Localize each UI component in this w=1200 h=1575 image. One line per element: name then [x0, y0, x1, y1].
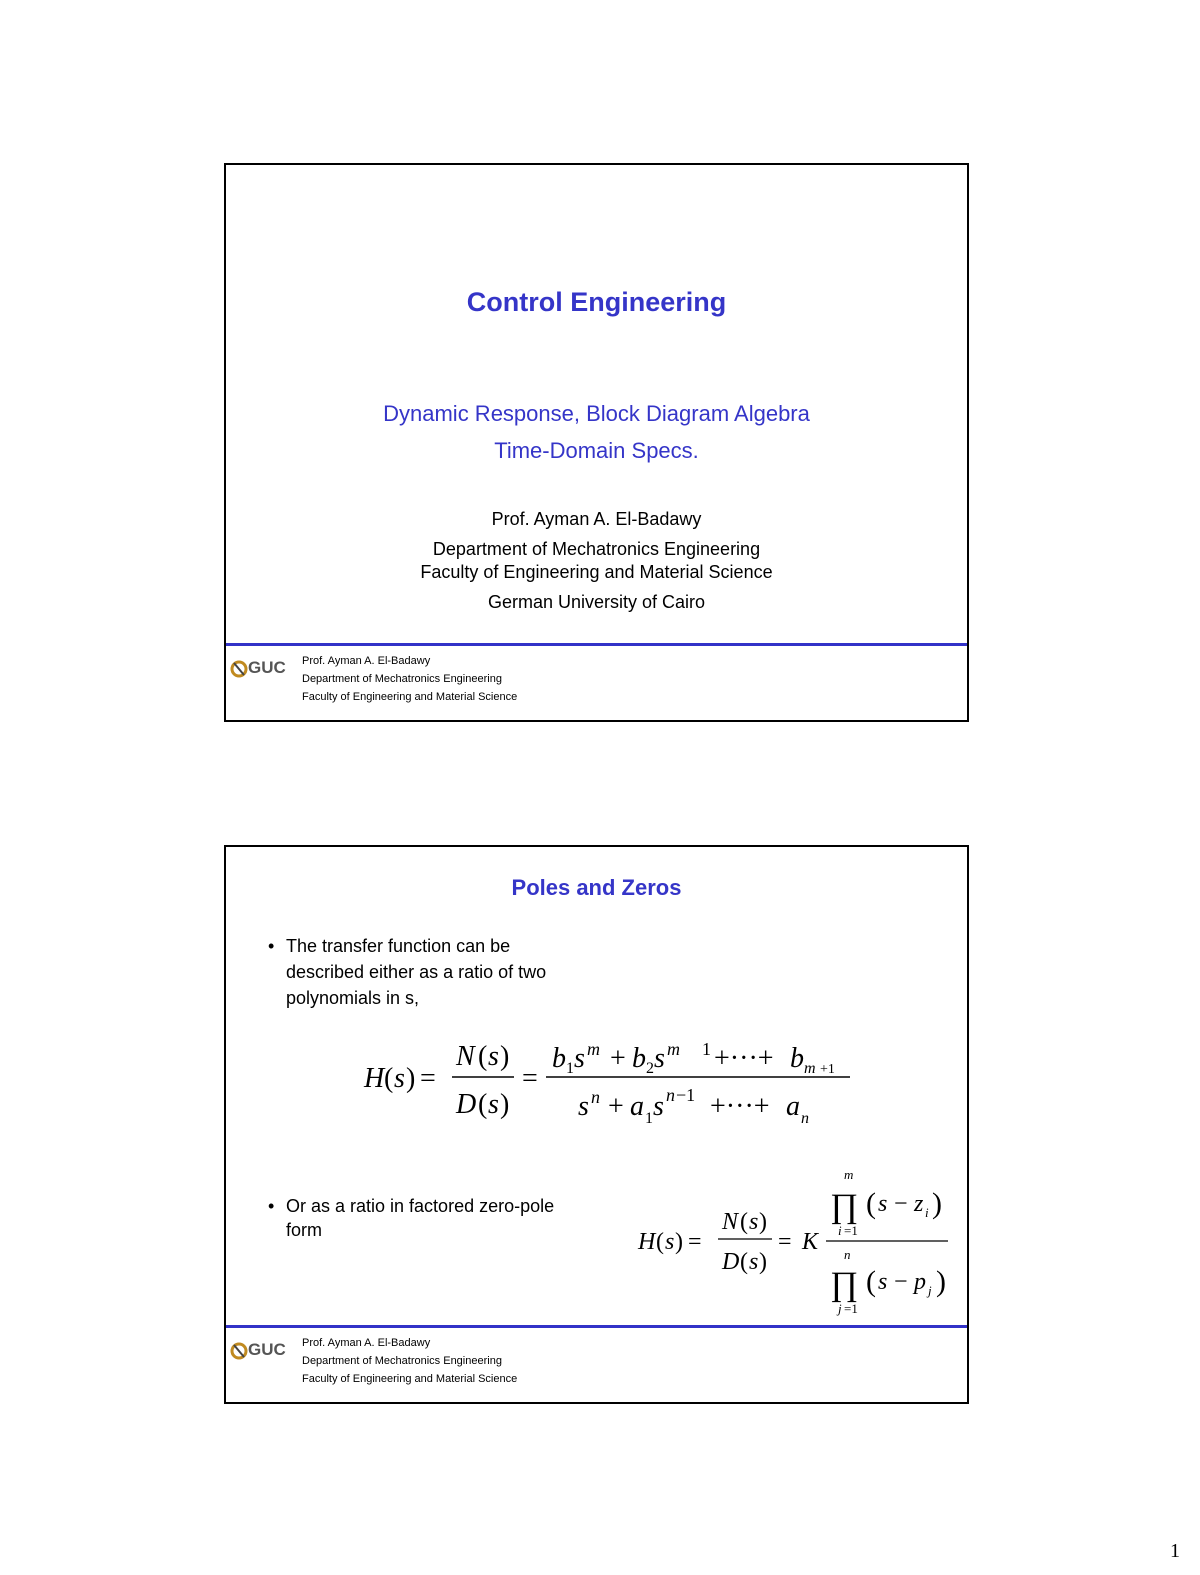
svg-text:(: (	[384, 1063, 394, 1094]
svg-text:=: =	[420, 1063, 436, 1094]
svg-text:H: H	[364, 1063, 385, 1094]
svg-text:1: 1	[566, 1060, 574, 1077]
svg-text:a: a	[630, 1091, 644, 1122]
svg-text:): )	[500, 1089, 510, 1120]
transfer-function-equation	[356, 1035, 856, 1135]
svg-text:j: j	[838, 1301, 842, 1316]
svg-text:=1: =1	[844, 1301, 858, 1316]
svg-text:D: D	[722, 1249, 740, 1275]
svg-text:+···+: +···+	[714, 1043, 774, 1074]
page-number: 1	[1170, 1540, 1180, 1562]
svg-text:−1: −1	[676, 1085, 696, 1105]
faculty: Faculty of Engineering and Material Science	[420, 562, 773, 582]
guc-logo	[230, 1337, 292, 1363]
svg-text:=: =	[522, 1063, 538, 1094]
svg-text:b: b	[632, 1043, 646, 1074]
svg-text:b: b	[552, 1043, 566, 1074]
svg-text:s: s	[488, 1041, 499, 1072]
svg-text:(: (	[478, 1041, 488, 1072]
svg-text:s: s	[749, 1209, 759, 1235]
svg-text:D: D	[456, 1089, 477, 1120]
svg-text:p: p	[914, 1269, 926, 1295]
bullet-1-line-1: The transfer function can be	[286, 936, 511, 956]
svg-text:): )	[500, 1041, 510, 1072]
svg-text:m: m	[844, 1169, 854, 1182]
bullet-2-line-2: form	[286, 1220, 322, 1240]
footer-text	[302, 1334, 517, 1388]
footer-rule	[226, 643, 967, 646]
svg-text:N: N	[722, 1209, 739, 1235]
guc-logo	[230, 655, 292, 681]
footer-line-1: Prof. Ayman A. El-Badawy	[302, 655, 431, 667]
svg-text:s: s	[665, 1229, 675, 1255]
svg-text:H: H	[638, 1229, 656, 1255]
svg-text:z: z	[914, 1191, 924, 1217]
bullet-1-line-3: polynomials in s,	[286, 988, 420, 1008]
svg-text:(: (	[866, 1265, 876, 1298]
svg-text:a: a	[786, 1091, 800, 1122]
svg-text:=: =	[688, 1229, 702, 1255]
svg-text:(: (	[478, 1089, 488, 1120]
svg-text:(: (	[740, 1249, 748, 1275]
svg-text:): )	[759, 1249, 767, 1275]
svg-text:s: s	[654, 1043, 665, 1074]
svg-text:+: +	[610, 1043, 626, 1074]
bullet-2-line-1: Or as a ratio in factored zero-pole	[286, 1196, 555, 1216]
bullet-dot: •	[268, 1196, 275, 1216]
svg-text:i: i	[925, 1205, 929, 1220]
svg-text:): )	[932, 1187, 942, 1220]
footer-line-2: Department of Mechatronics Engineering	[302, 673, 502, 685]
svg-text:s: s	[574, 1043, 585, 1074]
svg-text:s: s	[749, 1249, 759, 1275]
svg-text:−: −	[894, 1269, 908, 1295]
svg-text:−: −	[894, 1191, 908, 1217]
logo-text: GUC	[248, 658, 286, 677]
svg-text:=: =	[778, 1229, 792, 1255]
zero-pole-equation	[634, 1169, 954, 1319]
svg-text:s: s	[878, 1269, 888, 1295]
svg-text:1: 1	[645, 1110, 653, 1127]
svg-text:+1: +1	[820, 1062, 835, 1077]
svg-text:∏: ∏	[830, 1188, 858, 1225]
footer-line-3: Faculty of Engineering and Material Science	[302, 1373, 518, 1385]
slide-subtitle-line2: Time-Domain Specs.	[494, 438, 699, 463]
svg-text:(: (	[740, 1209, 748, 1235]
svg-text:): )	[675, 1229, 683, 1255]
svg-text:n: n	[666, 1085, 675, 1105]
svg-text:s: s	[653, 1091, 664, 1122]
svg-text:m: m	[804, 1060, 816, 1077]
bullet-dot: •	[268, 936, 275, 956]
svg-text:K: K	[802, 1229, 819, 1255]
svg-text:(: (	[656, 1229, 664, 1255]
svg-text:1: 1	[702, 1039, 711, 1059]
svg-text:=1: =1	[844, 1223, 858, 1238]
svg-text:s: s	[578, 1091, 589, 1122]
footer-text	[302, 652, 517, 706]
university: German University of Cairo	[487, 592, 706, 612]
slide-subtitle-line1: Dynamic Response, Block Diagram Algebra	[383, 401, 810, 426]
svg-text:j: j	[928, 1283, 932, 1298]
footer-line-2: Department of Mechatronics Engineering	[302, 1355, 502, 1367]
bullet-1-line-2: described either as a ratio of two	[286, 962, 547, 982]
svg-text:n: n	[591, 1087, 600, 1107]
footer-line-3: Faculty of Engineering and Material Science	[302, 691, 518, 703]
footer-rule	[226, 1325, 967, 1328]
footer-line-1: Prof. Ayman A. El-Badawy	[302, 1337, 431, 1349]
svg-text:n: n	[844, 1247, 851, 1262]
svg-text:): )	[759, 1209, 767, 1235]
slide-1	[224, 163, 969, 722]
logo-text: GUC	[248, 1340, 286, 1359]
svg-text:i: i	[838, 1223, 842, 1238]
author-name: Prof. Ayman A. El-Badawy	[491, 509, 702, 529]
svg-text:s: s	[394, 1063, 405, 1094]
department: Department of Mechatronics Engineering	[432, 539, 761, 559]
svg-text:+···+: +···+	[710, 1091, 770, 1122]
svg-text:(: (	[866, 1187, 876, 1220]
svg-text:2: 2	[646, 1060, 654, 1077]
svg-text:s: s	[878, 1191, 888, 1217]
svg-text:b: b	[790, 1043, 804, 1074]
svg-text:+: +	[608, 1091, 624, 1122]
svg-text:): )	[406, 1063, 416, 1094]
svg-text:n: n	[801, 1110, 809, 1127]
svg-text:s: s	[488, 1089, 499, 1120]
slide-2	[224, 845, 969, 1404]
svg-text:): )	[936, 1265, 946, 1298]
slide-title: Poles and Zeros	[511, 875, 682, 900]
svg-text:m: m	[667, 1039, 680, 1059]
svg-text:∏: ∏	[830, 1266, 858, 1303]
svg-text:N: N	[456, 1041, 475, 1072]
svg-text:m: m	[587, 1039, 600, 1059]
slide-title: Control Engineering	[466, 287, 727, 317]
